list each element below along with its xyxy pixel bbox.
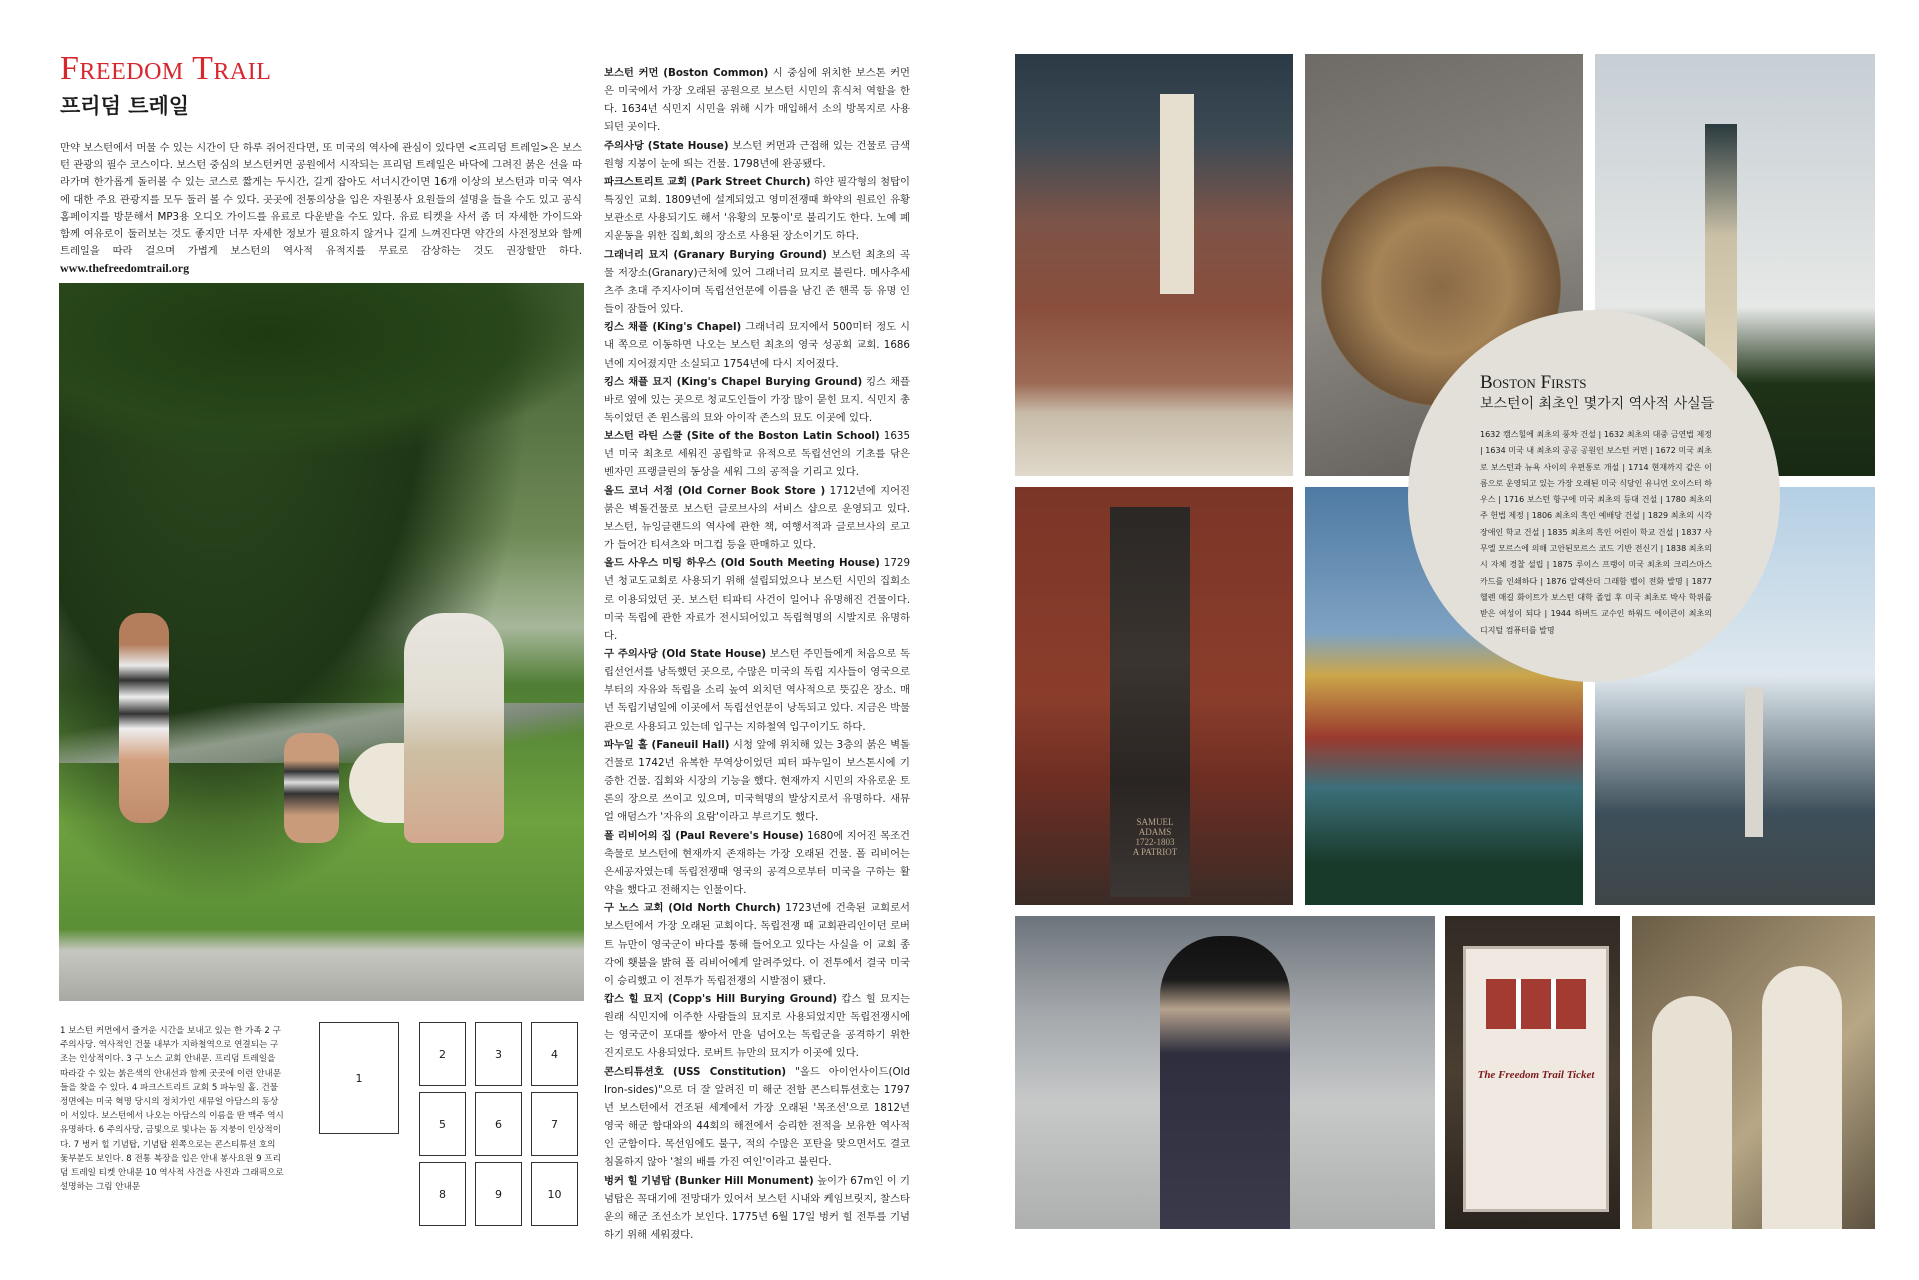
trail-site-name: 구 노스 교회 (Old North Church) bbox=[604, 902, 781, 915]
trail-site-description: 하얀 필각형의 첨탑이 특징인 교회. 1809년에 설계되었고 영미전쟁때 화약의 원료인 유황 보관소로 사용되기도 해서 '유황의 모퉁이'로 불리기도 한다. 노예 폐지운동을 위한 집회,회의 장소로 사용된 장소이기도 하다. bbox=[604, 175, 910, 243]
index-box-3: 3 bbox=[475, 1022, 522, 1086]
index-box-10: 10 bbox=[531, 1162, 578, 1226]
trail-site-name: 보스턴 라틴 스쿨 (Site of the Boston Latin School) bbox=[604, 430, 880, 443]
trail-site-name: 올드 코너 서점 (Old Corner Book Store ) bbox=[604, 484, 826, 497]
trail-site-entry bbox=[604, 246, 910, 319]
trail-site-name: 올드 사우스 미팅 하우스 (Old South Meeting House) bbox=[604, 557, 880, 570]
trail-site-name: 그래너리 묘지 (Granary Burying Ground) bbox=[604, 248, 827, 261]
intro-paragraph bbox=[60, 140, 582, 279]
trail-site-name: 킹스 채플 묘지 (King's Chapel Burying Ground) bbox=[604, 375, 863, 388]
tree-canopy bbox=[59, 283, 584, 453]
index-box-5: 5 bbox=[419, 1092, 466, 1156]
trail-site-description: 1635년 미국 최초로 세워진 공립학교 유적으로 독립선언의 기초를 닦은 벤자민 프랭클린의 동상을 세워 그의 공적을 기리고 있다. bbox=[604, 430, 911, 479]
trail-site-entry bbox=[604, 137, 910, 173]
sign-buildings bbox=[1486, 979, 1586, 1029]
trail-site-description: 시 중심에 위치한 보스톤 커먼은 미국에서 가장 오래된 공원으로 보스턴 시민의 휴식처 역할을 한다. 1634년 식민지 시민을 위해 시가 매입해서 소의 방목지로 사용되던 곳이다. bbox=[604, 67, 910, 134]
mural-figure-right bbox=[1762, 966, 1842, 1229]
faneuil-hall-photo bbox=[1015, 487, 1293, 905]
trail-site-entry bbox=[604, 554, 910, 645]
trail-site-description: 1723년에 건축된 교회로서 보스턴에서 가장 오래된 교회이다. 독립전쟁 때 교회관리인이던 로버트 뉴만이 영국군이 바다를 통해 들어오고 있다는 사실을 이 교회 종각에 횃불을 밝혀 폴 리비어에게 알려주었다. 이 전투에서 결국 미국이 승리했고 이 전투가 독립전쟁의 시발점이 됐다. bbox=[604, 902, 911, 987]
index-box-1: 1 bbox=[319, 1022, 399, 1134]
mural-figure-left bbox=[1652, 996, 1732, 1229]
trail-site-description: 킹스 채플 바로 옆에 있는 곳으로 청교도인들이 가장 많이 묻힌 묘지. 식민지 총독이었던 존 윈스롭의 묘와 아이작 존스의 묘도 이곳에 있다. bbox=[604, 375, 910, 424]
trail-site-description: 보스턴 주민들에게 처음으로 독립선언서를 낭독했던 곳으로, 수많은 미국의 독립 지사들이 영국으로부터의 자유와 독립을 소리 높여 외치던 역사적으로 뜻깊은 장소. 매년 독립기념일에 이곳에서 독립선언문이 낭독되고 있다. 지금은 박물관으로 사용되고 있는데 입구는 지하철역 입구이기도 하다. bbox=[604, 648, 910, 733]
trail-site-name: 벙커 힐 기념탑 (Bunker Hill Monument) bbox=[604, 1174, 814, 1187]
historic-mural-photo bbox=[1632, 916, 1875, 1229]
old-state-house-photo bbox=[1015, 54, 1293, 476]
trail-site-entry bbox=[604, 736, 910, 827]
trail-site-entry bbox=[604, 318, 910, 372]
trail-site-description: 1712년에 지어진 붉은 벽돌건물로 보스턴 글로브사의 서비스 샵으로 운영되고 있다. 보스턴, 뉴잉글랜드의 역사에 관한 책, 여행서적과 글로브사의 로고가 들어간 티셔츠와 머그컵 등을 판매하고 있다. bbox=[604, 484, 910, 552]
statue-plaque: SAMUEL ADAMS 1722-1803 A PATRIOT bbox=[1132, 817, 1178, 857]
trail-sites-column bbox=[604, 64, 910, 1244]
trail-site-description: 보스턴 커먼과 근접해 있는 건물로 금색 원형 지붕이 눈에 띄는 건물. 1798년에 완공됐다. bbox=[604, 139, 910, 170]
costumed-woman bbox=[1160, 936, 1290, 1229]
trail-site-description: 높이가 67m인 이 기념탑은 꼭대기에 전망대가 있어서 보스턴 시내와 케임브릿지, 찰스타운의 해군 조선소가 보인다. 1775년 6월 17일 벙커 힐 전투를 기념하기 위해 세워졌다. bbox=[604, 1174, 911, 1241]
trail-site-description: 보스턴 최초의 곡물 저장소(Granary)근처에 있어 그래너리 묘지로 불린다. 메사추세츠주 초대 주지사이며 독립선언문에 이름을 남긴 존 핸콕 등 유명 인들이 잠들어 있다. bbox=[604, 248, 910, 316]
trail-site-description: 1729년 청교도교회로 사용되기 위해 설립되었으나 보스턴 시민의 집회소로 이용되었던 곳. 보스턴 티파티 사건이 일어나 유명해진 건물이다. 미국 독립에 관한 자료가 전시되어있고 독립혁명의 시발지로 유명하다. bbox=[604, 557, 911, 642]
trail-site-entry bbox=[604, 990, 910, 1063]
ticket-sign bbox=[1463, 946, 1609, 1212]
girl-sitting bbox=[284, 733, 339, 843]
trail-site-entry bbox=[604, 173, 910, 246]
website-link[interactable]: www.thefreedomtrail.org bbox=[60, 261, 190, 276]
trail-site-name: 파크스트리트 교회 (Park Street Church) bbox=[604, 175, 811, 188]
bunker-hill-monument bbox=[1745, 687, 1763, 837]
trail-site-description: "올드 아이언사이드(Old Iron-sides)"으로 더 잘 알려진 미 해군 전함 콘스티튜션호는 1797년 보스턴에서 건조된 세계에서 가장 오래된 '목조선'으로 1812년 영국 해군 함대와의 44회의 해전에서 승리한 전적을 보유한 역사적인 군함이다. 목선임에도 불구, 적의 수많은 포탄을 맞으면서도 결코 침몰하지 않아 '철의 배를 가진 여인'이라고 불린다. bbox=[604, 1065, 910, 1169]
page-title-korean: 프리덤 트레일 bbox=[60, 94, 190, 118]
boston-common-photo bbox=[59, 283, 584, 1001]
trail-site-description: 1680에 지어진 목조건축물로 보스턴에 현재까지 존재하는 가장 오래된 건물. 폴 리비어는 은세공자였는데 독립전쟁때 영국의 공격으로부터 미국을 구하는 활약을 했다고 전해지는 인물이다. bbox=[604, 829, 910, 897]
trail-site-description: 시청 앞에 위치해 있는 3층의 붉은 벽돌건물로 1742년 유복한 무역상이었던 피터 파누일이 보스톤시에 기증한 건물. 집회와 시장의 기능을 했다. 현재까지 시민의 자유로운 토론의 장으로 쓰이고 있으며, 미국혁명의 발상지로서 유명하다. 새뮤얼 애덤스가 '자유의 요람'이라고 부르기도 했다. bbox=[604, 738, 910, 824]
trail-site-description: 그래너리 묘지에서 500미터 정도 시내 쪽으로 이동하면 나오는 보스턴 최초의 영국 성공회 교회. 1686년에 지어졌지만 소실되고 1754년에 다시 지어졌다. bbox=[604, 321, 910, 370]
trail-site-name: 콘스티튜션호 (USS Constitution) bbox=[604, 1065, 787, 1078]
trail-site-name: 캅스 힐 묘지 (Copp's Hill Burying Ground) bbox=[604, 992, 838, 1005]
old-state-house-tower bbox=[1160, 94, 1194, 294]
index-box-9: 9 bbox=[475, 1162, 522, 1226]
trail-site-entry bbox=[604, 373, 910, 427]
trail-site-description: 캅스 힐 묘지는 원래 식민지에 이주한 사람들의 묘지로 사용되었지만 독립전쟁시에는 영국군이 포대를 쌓아서 만을 넘어오는 독립군을 공격하기 위한 진지로도 사용되었다. 로버트 뉴만의 묘지가 이곳에 있다. bbox=[604, 992, 911, 1060]
trail-site-entry bbox=[604, 899, 910, 990]
trail-site-name: 킹스 채플 (King's Chapel) bbox=[604, 321, 742, 334]
trail-site-entry bbox=[604, 64, 910, 137]
trail-site-entry bbox=[604, 645, 910, 736]
ticket-sign-title: The Freedom Trail Ticket bbox=[1477, 1069, 1595, 1081]
trail-site-name: 주의사당 (State House) bbox=[604, 139, 729, 152]
index-box-2: 2 bbox=[419, 1022, 466, 1086]
page-title-english: Freedom Trail bbox=[60, 50, 272, 87]
girl-standing bbox=[119, 613, 169, 823]
boston-firsts-subtitle: 보스턴이 최초인 몇가지 역사적 사실들 bbox=[1480, 396, 1715, 412]
trail-ticket-sign-photo bbox=[1445, 916, 1620, 1229]
trail-site-name: 폴 리비어의 집 (Paul Revere's House) bbox=[604, 829, 804, 842]
photo-captions: 1 보스턴 커먼에서 즐거운 시간을 보내고 있는 한 가족 2 구 주의사당. 역사적인 건물 내부가 지하철역으로 연결되는 구조는 인상적이다. 3 구 노스 교회 안내문. 프리덤 트레일을 따라갈 수 있는 붉은색의 안내선과 함께 곳곳에 이런 안내문들을 찾을 수 있다. 4 파크스트리트 교회 5 파누일 홀. 건물 정면에는 미국 혁명 당시의 정치가인 새뮤얼 아담스의 동상이 서있다. 보스턴에서 나오는 아담스의 이름을 딴 맥주 역시 유명하다. 6 주의사당, 금빛으로 빛나는 돔 지붕이 인상적이다. 7 벙커 힐 기념탑, 기념탑 왼쪽으로는 콘스티튜션 호의 돛부분도 보인다. 8 전통 복장을 입은 안내 봉사요원 9 프리덤 트레일 티켓 안내문 10 역사적 사건을 사진과 그래픽으로 설명하는 그림 안내문 bbox=[60, 1026, 284, 1193]
index-box-8: 8 bbox=[419, 1162, 466, 1226]
intro-text: 만약 보스턴에서 머물 수 있는 시간이 단 하루 쥐어진다면, 또 미국의 역사에 관심이 있다면 <프리덤 트레일>은 보스턴 관광의 필수 코스이다. 보스턴 중심의 보스턴커먼 공원에서 시작되는 프리덤 트레일은 바닥에 그려진 붉은 선을 따라가며 한가롭게 돌러볼 수 있는 코스로 짧게는 두시간, 길게 잡아도 서너시간이면 16개 이상의 보스턴과 미국 역사에 대한 주요 관광지를 모두 둘러 볼 수 있다. 곳곳에 전통의상을 입은 자원봉사 요원들의 설명을 들을 수도 있고 공식 홈페이지를 방문해서 MP3용 오디오 가이드를 유료로 다운받을 수도 있다. 유료 티켓을 사서 좀 더 자세한 가이드와 함께 여유로이 둘러보는 것도 좋지만 너무 자세한 정보가 필요하지 않거나 길게 느껴진다면 약간의 사전정보와 함께 트레일을 따라 걸으며 가볍게 보스턴의 역사적 유적지를 무료로 감상하는 것도 권장할만 하다. bbox=[60, 142, 582, 258]
index-box-7: 7 bbox=[531, 1092, 578, 1156]
trail-site-entry bbox=[604, 427, 910, 481]
trail-site-name: 보스턴 커먼 (Boston Common) bbox=[604, 67, 769, 79]
trail-site-entry bbox=[604, 1063, 910, 1172]
trail-site-name: 구 주의사당 (Old State House) bbox=[604, 648, 767, 660]
trail-site-name: 파누일 홀 (Faneuil Hall) bbox=[604, 738, 730, 751]
boston-firsts-title: Boston Firsts bbox=[1480, 372, 1587, 393]
trail-site-entry bbox=[604, 1172, 910, 1245]
trail-site-entry bbox=[604, 482, 910, 555]
index-box-4: 4 bbox=[531, 1022, 578, 1086]
trail-site-entry bbox=[604, 827, 910, 900]
index-box-6: 6 bbox=[475, 1092, 522, 1156]
man-bending bbox=[404, 613, 504, 843]
boston-firsts-list: 1632 캠스힐에 최초의 풍차 건설 | 1632 최초의 대중 금연법 제정 | 1634 미국 내 최초의 공공 공원인 보스턴 커먼 | 1672 미국 최초로 보스턴과 뉴욕 사이의 우편통로 개설 | 1714 현재까지 같은 이름으로 운영되고 있는 가장 오래된 미국 식당인 유니언 오이스터 하우스 | 1716 보스턴 항구에 미국 최초의 등대 건설 | 1780 최초의 주 헌법 제정 | 1806 최초의 흑인 예배당 건설 | 1829 최초의 시각장애인 학교 건설 | 1835 최초의 흑인 어린이 학교 건설 | 1837 사무엘 모르스에 의해 고안된모르스 코드 기반 전신기 | 1838 최초의 시 자체 경찰 설립 | 1875 루이스 프랭이 미국 최초의 크리스마스 카드를 인쇄하다 | 1876 알렉산더 그래함 벨이 전화 발명 | 1877 헬렌 매길 화이트가 보스턴 대학 졸업 후 미국 최초로 박사 학위를 받은 여성이 되다 | 1944 하버드 교수인 하워드 에이큰이 최초의 디지털 컴퓨터를 발명 bbox=[1480, 430, 1712, 635]
costumed-guide-photo bbox=[1015, 916, 1435, 1229]
